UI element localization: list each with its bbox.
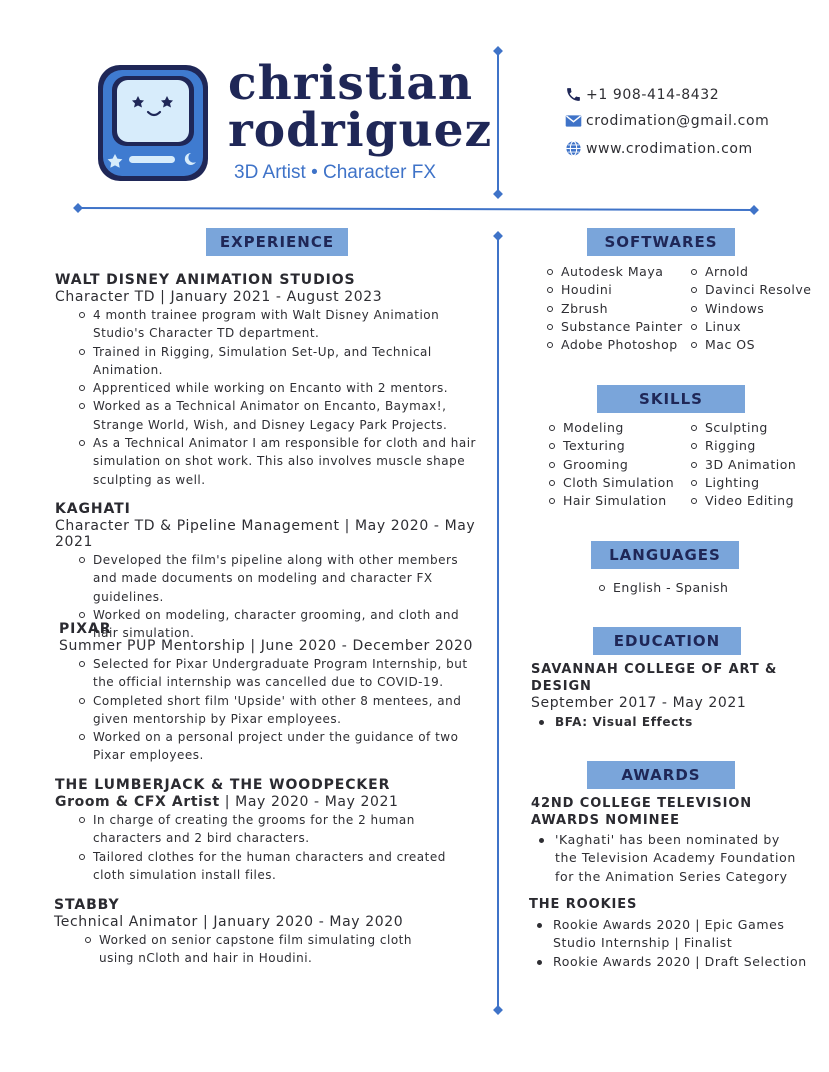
list-item: Modeling — [563, 419, 705, 437]
list-item: As a Technical Animator I am responsible for cloth and hair simulation on shot work. This also involves muscle shape sculpting as well. — [93, 434, 478, 489]
list-item: Apprenticed while working on Encanto with 2 mentors. — [93, 379, 478, 397]
list-item: Autodesk Maya — [561, 263, 705, 281]
globe-icon — [565, 140, 582, 157]
job-role-bold: Groom & CFX Artist — [55, 794, 220, 810]
job-role-dates: | May 2020 - May 2021 — [219, 794, 399, 810]
candidate-name — [228, 56, 493, 158]
list-item: Worked on senior capstone film simulating cloth using nCloth and hair in Houdini. — [99, 931, 444, 968]
job-title: 3D Artist • Character FX — [234, 162, 436, 183]
job-role: Character TD & Pipeline Management | May 2020 - May 2021 — [55, 518, 476, 550]
job-stabby — [54, 897, 484, 968]
list-item: Rookie Awards 2020 | Epic Games Studio Internship | Finalist — [553, 916, 813, 953]
job-role: Summer PUP Mentorship | June 2020 - December 2020 — [59, 638, 473, 654]
list-item: Trained in Rigging, Simulation Set-Up, and Technical Animation. — [93, 343, 478, 380]
contact-email[interactable] — [565, 113, 769, 129]
company-name: THE LUMBERJACK & THE WOODPECKER — [55, 777, 391, 793]
list-item: English - Spanish — [613, 579, 783, 597]
list-item: Completed short film 'Upside' with other 8 mentees, and given mentorship by Pixar employees. — [93, 692, 478, 729]
job-role — [55, 794, 485, 810]
list-item: Mac OS — [705, 336, 815, 354]
phone-text: +1 908-414-8432 — [586, 86, 720, 103]
envelope-icon — [565, 114, 582, 128]
list-item: Selected for Pixar Undergraduate Program Internship, but the official internship was cancelled due to COVID-19. — [93, 655, 478, 692]
job-role: Character TD | January 2021 - August 2023 — [55, 289, 383, 305]
awards-heading: AWARDS — [587, 761, 735, 789]
job-role: Technical Animator | January 2020 - May 2020 — [54, 914, 404, 930]
company-name: KAGHATI — [55, 501, 131, 517]
skills-list — [563, 419, 815, 510]
name-first: christian — [228, 56, 474, 111]
list-item: Davinci Resolve — [705, 281, 815, 299]
list-item: Arnold — [705, 263, 815, 281]
list-item: Hair Simulation — [563, 492, 705, 510]
languages-list — [613, 579, 783, 597]
list-item: Tailored clothes for the human characters and created cloth simulation install files. — [93, 848, 478, 885]
job-disney — [55, 272, 485, 489]
tv-monitor-icon — [95, 62, 211, 184]
list-item: In charge of creating the grooms for the 2 human characters and 2 bird characters. — [93, 811, 478, 848]
website-text: www.crodimation.com — [586, 140, 753, 157]
company-name: WALT DISNEY ANIMATION STUDIOS — [55, 272, 356, 288]
list-item: Windows — [705, 300, 815, 318]
list-item: Lighting — [705, 474, 815, 492]
award-title: THE ROOKIES — [529, 897, 638, 912]
softwares-heading: SOFTWARES — [587, 228, 735, 256]
list-item: Rigging — [705, 437, 815, 455]
education-dates: September 2017 - May 2021 — [531, 695, 747, 711]
list-item: Worked on modeling, character grooming, and cloth and hair simulation. — [93, 606, 478, 643]
award-title-line2: AWARDS NOMINEE — [531, 813, 680, 828]
list-item: Worked as a Technical Animator on Encanto, Baymax!, Strange World, Wish, and Disney Legacy Park Projects. — [93, 397, 478, 434]
list-item: Texturing — [563, 437, 705, 455]
awards-block — [531, 795, 821, 886]
degree: BFA: Visual Effects — [555, 713, 811, 731]
list-item: Developed the film's pipeline along with other members and made documents on modeling and character FX guidelines. — [93, 551, 478, 606]
contact-website[interactable] — [565, 140, 753, 157]
school-name-line1: SAVANNAH COLLEGE OF ART & — [531, 662, 778, 677]
school-name-line2: DESIGN — [531, 679, 592, 694]
list-item: Substance Painter — [561, 318, 705, 336]
education-block — [531, 661, 811, 731]
email-text: crodimation@gmail.com — [586, 113, 770, 129]
phone-icon — [565, 86, 582, 103]
award-title-line1: 42ND COLLEGE TELEVISION — [531, 796, 753, 811]
list-item: Zbrush — [561, 300, 705, 318]
skills-heading: SKILLS — [597, 385, 745, 413]
list-item: Sculpting — [705, 419, 815, 437]
name-last: rodriguez — [228, 103, 493, 158]
list-item: Rookie Awards 2020 | Draft Selection — [553, 953, 813, 971]
education-heading: EDUCATION — [593, 627, 741, 655]
contact-phone[interactable] — [565, 86, 719, 103]
list-item: Grooming — [563, 456, 705, 474]
list-item: Worked on a personal project under the guidance of two Pixar employees. — [93, 728, 478, 765]
experience-heading: EXPERIENCE — [206, 228, 348, 256]
company-name: PIXAR — [59, 621, 112, 637]
list-item: Cloth Simulation — [563, 474, 705, 492]
job-pixar — [59, 621, 489, 765]
softwares-list — [561, 263, 815, 354]
list-item: Adobe Photoshop — [561, 336, 705, 354]
company-name: STABBY — [54, 897, 120, 913]
list-item: 4 month trainee program with Walt Disney Animation Studio's Character TD department. — [93, 306, 478, 343]
list-item: 'Kaghati' has been nominated by the Television Academy Foundation for the Animation Series Category — [555, 831, 805, 886]
languages-heading: LANGUAGES — [591, 541, 739, 569]
job-lumberjack — [55, 777, 485, 884]
list-item: Video Editing — [705, 492, 815, 510]
list-item: 3D Animation — [705, 456, 815, 474]
list-item: Houdini — [561, 281, 705, 299]
list-item: Linux — [705, 318, 815, 336]
rookies-block — [529, 896, 819, 971]
